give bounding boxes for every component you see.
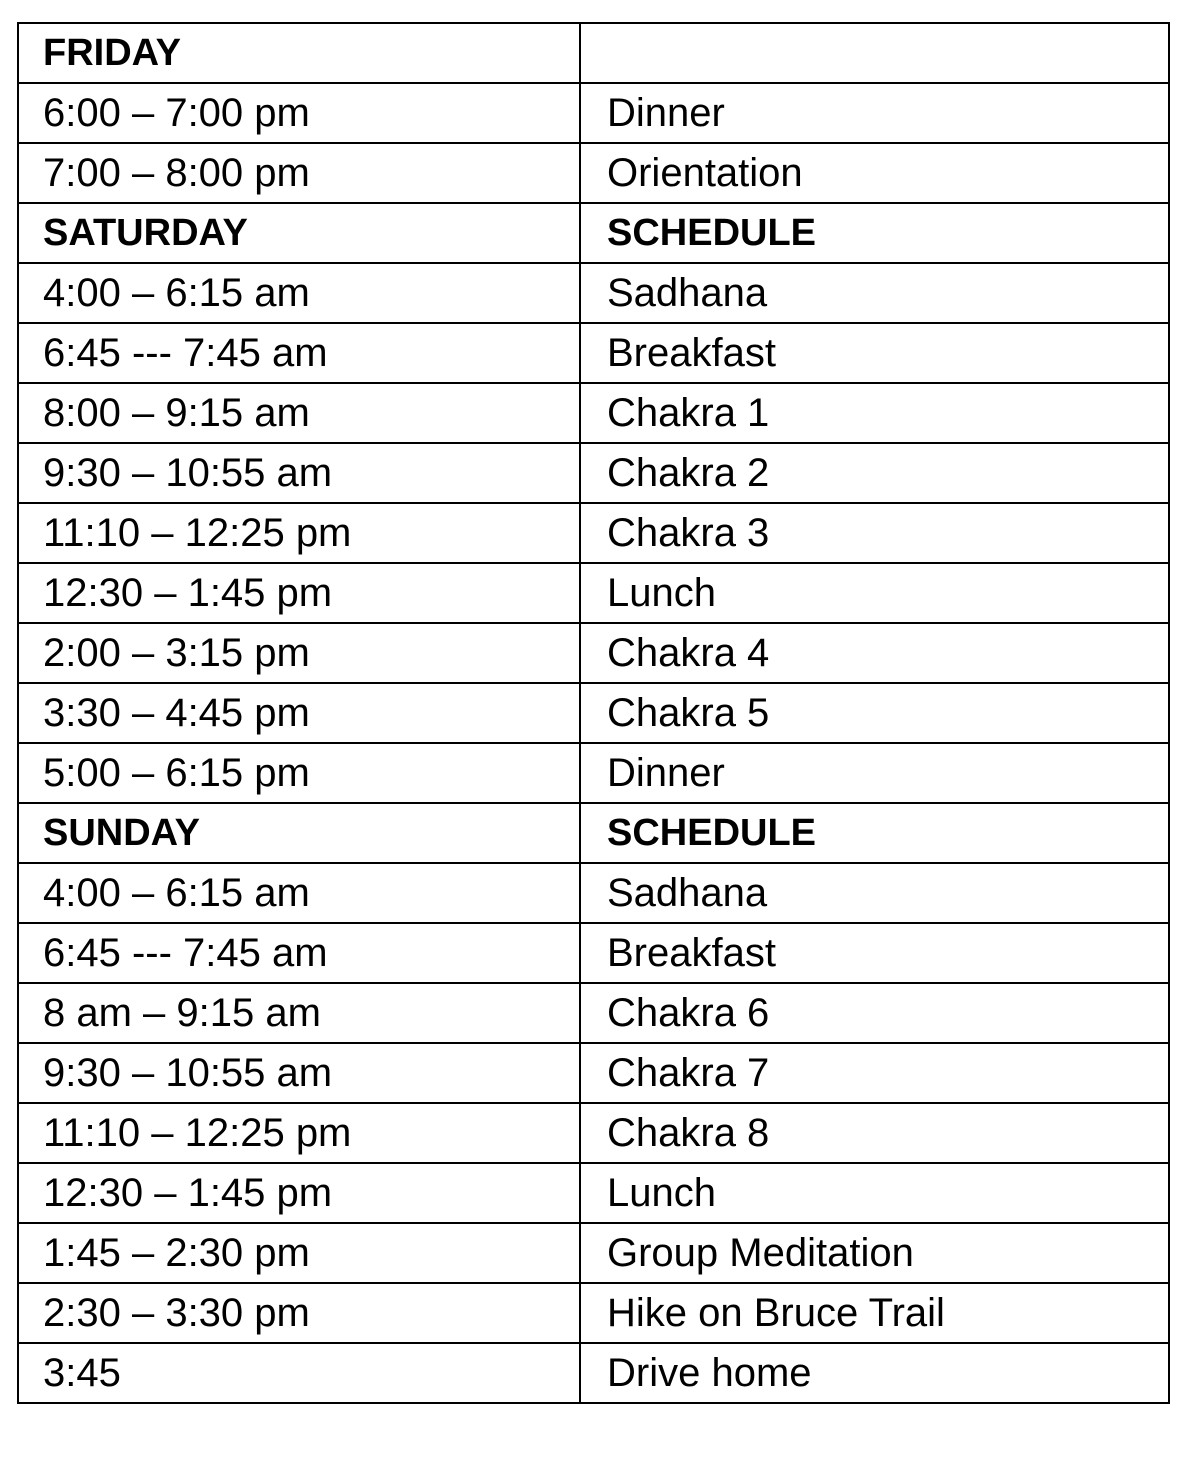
time-cell: 5:00 – 6:15 pm	[18, 743, 580, 803]
schedule-label: SCHEDULE	[580, 803, 1169, 863]
table-row	[18, 623, 1169, 683]
time-cell: 4:00 – 6:15 am	[18, 263, 580, 323]
table-row	[18, 1103, 1169, 1163]
time-cell: 6:45 --- 7:45 am	[18, 323, 580, 383]
activity-cell: Hike on Bruce Trail	[580, 1283, 1169, 1343]
day-header-row	[18, 803, 1169, 863]
schedule-body	[18, 23, 1169, 1403]
activity-cell: Lunch	[580, 1163, 1169, 1223]
table-row	[18, 263, 1169, 323]
activity-cell: Dinner	[580, 83, 1169, 143]
activity-cell: Dinner	[580, 743, 1169, 803]
table-row	[18, 503, 1169, 563]
time-cell: 3:30 – 4:45 pm	[18, 683, 580, 743]
day-label: SUNDAY	[18, 803, 580, 863]
table-row	[18, 1223, 1169, 1283]
schedule-label: SCHEDULE	[580, 203, 1169, 263]
table-row	[18, 1343, 1169, 1403]
table-row	[18, 923, 1169, 983]
table-row	[18, 323, 1169, 383]
table-row	[18, 1163, 1169, 1223]
table-row	[18, 683, 1169, 743]
activity-cell: Sadhana	[580, 263, 1169, 323]
table-row	[18, 863, 1169, 923]
activity-cell: Lunch	[580, 563, 1169, 623]
day-label: FRIDAY	[18, 23, 580, 83]
activity-cell: Chakra 8	[580, 1103, 1169, 1163]
table-row	[18, 743, 1169, 803]
time-cell: 2:00 – 3:15 pm	[18, 623, 580, 683]
activity-cell: Chakra 2	[580, 443, 1169, 503]
time-cell: 6:00 – 7:00 pm	[18, 83, 580, 143]
activity-cell: Chakra 7	[580, 1043, 1169, 1103]
activity-cell: Chakra 6	[580, 983, 1169, 1043]
table-row	[18, 1043, 1169, 1103]
activity-cell: Group Meditation	[580, 1223, 1169, 1283]
table-row	[18, 383, 1169, 443]
activity-cell: Chakra 1	[580, 383, 1169, 443]
table-row	[18, 983, 1169, 1043]
schedule-table	[17, 22, 1170, 1404]
time-cell: 11:10 – 12:25 pm	[18, 503, 580, 563]
activity-cell: Breakfast	[580, 923, 1169, 983]
time-cell: 7:00 – 8:00 pm	[18, 143, 580, 203]
activity-cell: Breakfast	[580, 323, 1169, 383]
time-cell: 12:30 – 1:45 pm	[18, 563, 580, 623]
activity-cell: Sadhana	[580, 863, 1169, 923]
table-row	[18, 443, 1169, 503]
day-label: SATURDAY	[18, 203, 580, 263]
activity-cell: Chakra 3	[580, 503, 1169, 563]
table-row	[18, 1283, 1169, 1343]
schedule-label	[580, 23, 1169, 83]
table-row	[18, 143, 1169, 203]
day-header-row	[18, 23, 1169, 83]
day-header-row	[18, 203, 1169, 263]
time-cell: 12:30 – 1:45 pm	[18, 1163, 580, 1223]
table-row	[18, 83, 1169, 143]
time-cell: 8:00 – 9:15 am	[18, 383, 580, 443]
activity-cell: Chakra 4	[580, 623, 1169, 683]
time-cell: 9:30 – 10:55 am	[18, 443, 580, 503]
activity-cell: Orientation	[580, 143, 1169, 203]
activity-cell: Drive home	[580, 1343, 1169, 1403]
time-cell: 6:45 --- 7:45 am	[18, 923, 580, 983]
time-cell: 4:00 – 6:15 am	[18, 863, 580, 923]
activity-cell: Chakra 5	[580, 683, 1169, 743]
time-cell: 9:30 – 10:55 am	[18, 1043, 580, 1103]
time-cell: 1:45 – 2:30 pm	[18, 1223, 580, 1283]
time-cell: 8 am – 9:15 am	[18, 983, 580, 1043]
time-cell: 2:30 – 3:30 pm	[18, 1283, 580, 1343]
time-cell: 11:10 – 12:25 pm	[18, 1103, 580, 1163]
time-cell: 3:45	[18, 1343, 580, 1403]
table-row	[18, 563, 1169, 623]
